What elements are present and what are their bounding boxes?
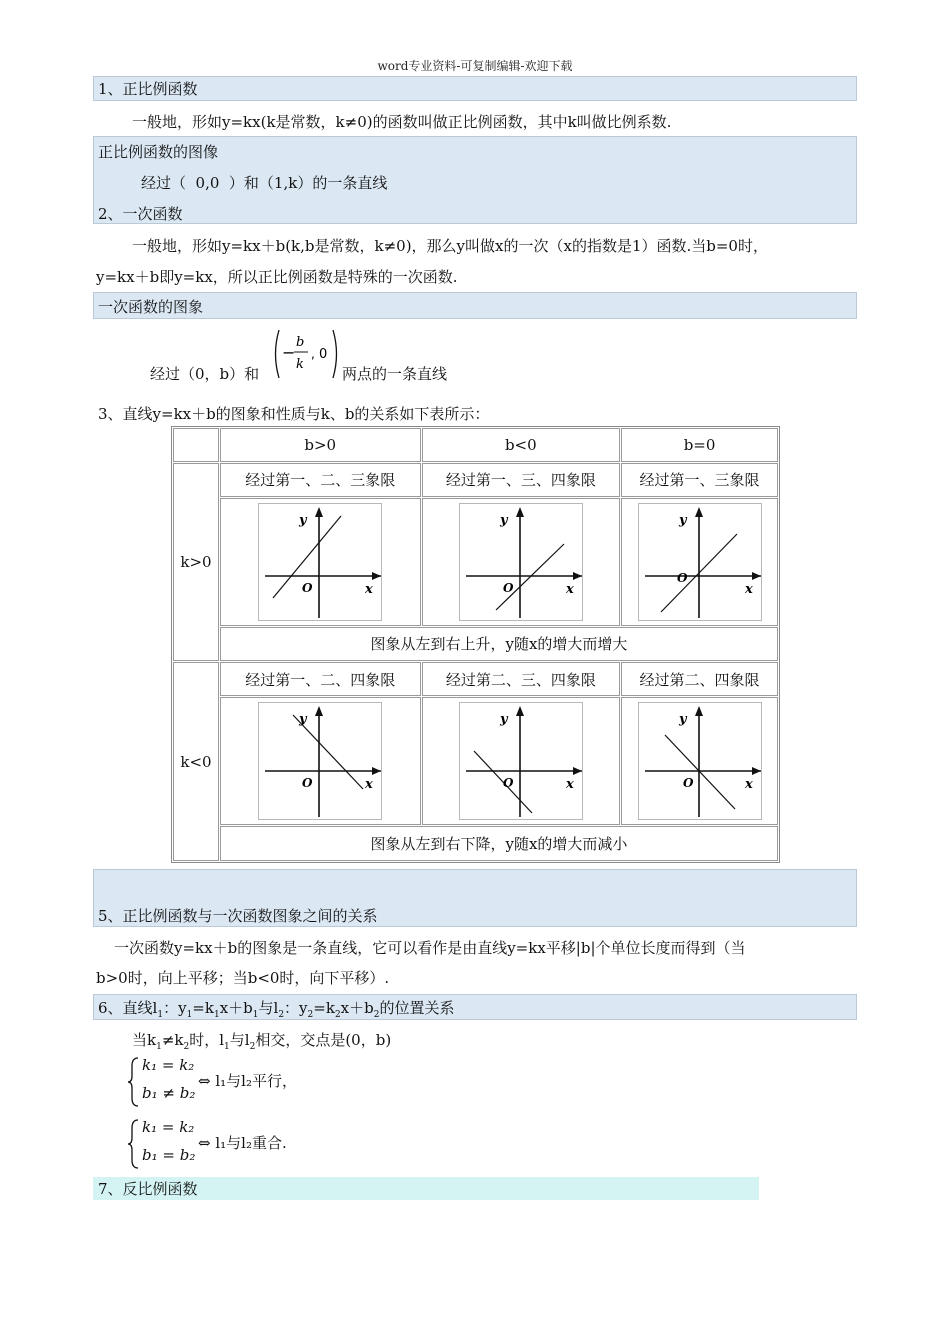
- axis-x-label: x: [744, 777, 753, 793]
- system-2-eq-b: b₁ = b₂: [142, 1146, 196, 1164]
- intercept-point-formula: [271, 328, 341, 380]
- row-label-k-pos: k>0: [173, 463, 219, 662]
- section-2-graph-band: [93, 292, 857, 319]
- axis-y-label: y: [499, 712, 508, 728]
- summary-k-pos: 图象从左到右上升，y随x的增大而增大: [220, 627, 778, 662]
- axis-y-label: y: [299, 512, 307, 528]
- section-5-title: 5、正比例函数与一次函数图象之间的关系: [98, 907, 378, 925]
- origin-label: O: [676, 570, 688, 585]
- system-1-eq-b: b₁ ≠ b₂: [142, 1084, 196, 1102]
- system-2-eq-a: k₁ = k₂: [142, 1118, 195, 1136]
- table-corner-cell: [173, 428, 219, 462]
- section-1-definition: 一般地，形如y=kx(k是常数，k≠0)的函数叫做正比例函数，其中k叫做比例系数.: [132, 113, 672, 131]
- section-2-title: 2、一次函数: [98, 205, 183, 223]
- graph-kpos-bzero: [638, 503, 762, 621]
- graph-cell-kpos-bneg: [422, 498, 621, 626]
- frac-denominator: k: [296, 357, 304, 372]
- section-6-title: 6、直线$l_1$：$y_1=k_1x+b_1$与$l_2$：$y_2=k_2x+b_2$的位置关系: [98, 999, 455, 1020]
- section-2-graph-post: 两点的一条直线: [342, 365, 448, 383]
- col-header-b-zero: b=0: [621, 428, 778, 462]
- summary-k-neg: 图象从左到右下降，y随x的增大而减小: [220, 826, 778, 861]
- axis-x-label: x: [565, 581, 574, 597]
- col-header-b-neg: b<0: [422, 428, 621, 462]
- frac-zero: 0: [319, 347, 328, 362]
- quadrant-kpos-bpos: 经过第一、二、三象限: [220, 463, 421, 497]
- section-1-title: 1、正比例函数: [98, 80, 198, 98]
- graph-kpos-bpos: [258, 503, 382, 621]
- svg-text:,: ,: [311, 347, 315, 361]
- section-1-band: [93, 76, 857, 101]
- system-2-result: ⇔ l₁与l₂重合.: [198, 1134, 287, 1152]
- col-header-b-pos: b>0: [220, 428, 421, 462]
- quadrant-kneg-bneg: 经过第二、三、四象限: [422, 662, 621, 696]
- section-1-graph-title: 正比例函数的图像: [98, 143, 219, 161]
- quadrant-kpos-bneg: 经过第一、三、四象限: [422, 463, 621, 497]
- system-1-result: ⇔ l₁与l₂平行，: [198, 1072, 297, 1090]
- page-header: word专业资料-可复制编辑-欢迎下载: [377, 59, 573, 73]
- section-2-graph-title: 一次函数的图象: [98, 298, 204, 316]
- section-5-body-line2: b>0时，向上平移；当b<0时，向下平移）.: [96, 969, 390, 987]
- graph-cell-kneg-bzero: [621, 697, 778, 825]
- origin-label: O: [302, 776, 313, 791]
- brace-system-1: [128, 1056, 140, 1108]
- quadrant-kneg-bpos: 经过第一、二、四象限: [220, 662, 421, 696]
- section-2-definition-line1: 一般地，形如y=kx＋b(k,b是常数，k≠0)，那么y叫做x的一次（x的指数是1）函数.当b=0时，: [132, 237, 768, 255]
- axis-x-label: x: [744, 581, 753, 597]
- system-1-eq-a: k₁ = k₂: [142, 1056, 195, 1074]
- frac-numerator: b: [296, 335, 305, 350]
- row-label-k-neg: k<0: [173, 662, 219, 861]
- section-5-body-line1: 一次函数y=kx＋b的图象是一条直线，它可以看作是由直线y=kx平移|b|个单位长度而得到（当: [114, 939, 746, 957]
- axis-y-label: y: [678, 512, 687, 528]
- section-1-graph-text: 经过（ 0,0 ）和（1,k）的一条直线: [141, 174, 388, 192]
- origin-label: O: [682, 776, 694, 791]
- axis-x-label: x: [365, 777, 373, 793]
- axis-y-label: y: [499, 512, 508, 528]
- axis-y-label: y: [299, 712, 307, 728]
- axis-x-label: x: [565, 777, 574, 793]
- section-2-graph-pre: 经过（0，b）和: [150, 365, 260, 383]
- axis-x-label: x: [365, 581, 373, 597]
- graph-kneg-bpos: [258, 702, 382, 820]
- origin-label: O: [502, 580, 514, 595]
- graph-cell-kneg-bpos: [220, 697, 421, 825]
- quadrant-kpos-bzero: 经过第一、三象限: [621, 463, 778, 497]
- quadrant-kneg-bzero: 经过第二、四象限: [621, 662, 778, 696]
- origin-label: O: [502, 776, 514, 791]
- frac-minus: −: [282, 343, 296, 362]
- brace-system-2: [128, 1118, 140, 1170]
- section-7-title: 7、反比例函数: [98, 1180, 198, 1198]
- section-2-definition-line2: y=kx＋b即y=kx，所以正比例函数是特殊的一次函数.: [96, 268, 458, 286]
- graph-cell-kpos-bpos: [220, 498, 421, 626]
- graph-kneg-bzero: [638, 702, 762, 820]
- section-6-intersect-condition: 当$k_1\ne k_2$时，$l_1$与$l_2$相交，交点是(0，b): [132, 1031, 392, 1052]
- graph-kpos-bneg: [459, 503, 583, 621]
- axis-y-label: y: [678, 712, 687, 728]
- k-b-relation-table: [171, 426, 780, 863]
- origin-label: O: [302, 580, 313, 595]
- graph-cell-kneg-bneg: [422, 697, 621, 825]
- graph-kneg-bneg: [459, 702, 583, 820]
- section-3-title: 3、直线y=kx＋b的图象和性质与k、b的关系如下表所示：: [98, 405, 490, 423]
- graph-cell-kpos-bzero: [621, 498, 778, 626]
